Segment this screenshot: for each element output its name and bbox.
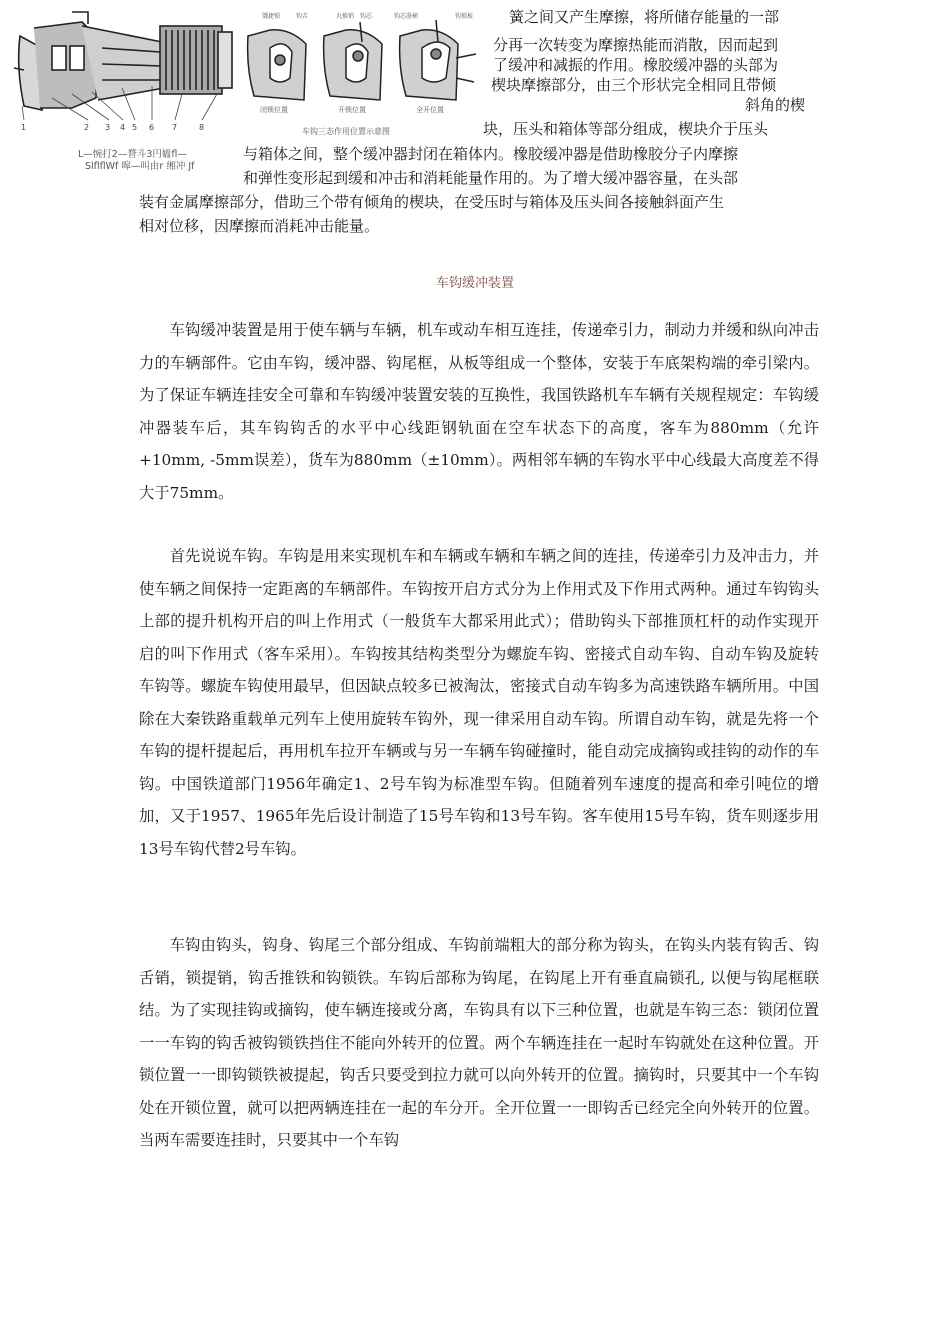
figure2-caption: 车钩三态作用位置示意图 (302, 127, 390, 136)
figure-number: 4 (120, 123, 126, 132)
figure-number: 6 (149, 123, 155, 132)
text-line: 分再一次转变为摩擦热能而消散，因而起到 (493, 36, 779, 54)
figure-label: 钩芯 (360, 13, 373, 20)
paragraph-text: 车钩缓冲装置是用于使车辆与车辆，机车或动车相互连挂，传递牵引力，制动力并缓和纵向冲击力的车辆部件。它由车钩，缓冲器、钩尾框，从板等组成一个整体，安装于车底架构端的牵引梁内。为了保证车辆连挂安全可靠和车钩缓冲装置安装的互换性，我国铁路机车车辆有关规程规定：车钩缓冲器装车后，其车钩钩舌的水平中心线距钢轨面在空车状态下的高度，客车为880mm（允许+10mm, -5mm误差），货车为880mm（±10mm）。两相邻车辆的车钩水平中心线最大高度差不得大于75mm。 (139, 321, 819, 502)
figure-number: 5 (132, 123, 138, 132)
text-line: 和弹性变形起到缓和冲击和消耗能量作用的。为了增大缓冲器容量，在头部 (243, 169, 739, 187)
text-line: 块，压头和箱体等部分组成，楔块介于压头 (483, 120, 769, 138)
figure-number: 3 (105, 123, 111, 132)
text-line: 了缓冲和减振的作用。橡胶缓冲器的头部为 (493, 56, 779, 74)
figure-number: 2 (84, 123, 90, 132)
figure1-caption-line2: SlflflWf 嗥—叫由r 缃冲 Jf (85, 161, 195, 172)
section-heading: 车钩缓冲装置 (435, 276, 514, 291)
coupler-buffer-drawing (12, 8, 237, 133)
figure-label: 钩舌 (296, 13, 309, 20)
paragraph-2 (139, 540, 819, 865)
figure-label: 闭锁位置 (260, 106, 288, 114)
paragraph-3 (139, 929, 819, 1157)
figure-number: 1 (21, 123, 27, 132)
figure-label: 饿捷锁 (262, 13, 281, 20)
paragraph-text: 首先说说车钩。车钩是用来实现机车和车辆或车辆和车辆之间的连挂，传递牵引力及冲击力，并使车辆之间保持一定距离的车辆部件。车钩按开启方式分为上作用式及下作用式两种。通过车钩钩头上部的提升机构开启的叫上作用式（一般货车大都采用此式）；借助钩头下部推顶杠杆的动作实现开启的叫下作用式（客车采用）。车钩按其结构类型分为螺旋车钩、密接式自动车钩、自动车钩及旋转车钩等。螺旋车钩使用最早，但因缺点较多已被淘汰，密接式自动车钩多为高速铁路车辆所用。中国除在大秦铁路重载单元列车上使用旋转车钩外，现一律采用自动车钩。所谓自动车钩，就是先将一个车钩的提杆提起后，再用机车拉开车辆或与另一车辆车钩碰撞时，能自动完成摘钩或挂钩的动作的车钩。中国铁道部门1956年确定1、2号车钩为标准型车钩。但随着列车速度的提高和牵引吨位的增加，又于1957、1965年先后设计制造了15号车钩和13号车钩。客车使用15号车钩，货车则逐步用13号车钩代替2号车钩。 (139, 547, 819, 858)
coupler-three-states-figure (240, 8, 482, 143)
coupler-buffer-figure (12, 8, 237, 133)
paragraph-text: 车钩由钩头，钩身、钩尾三个部分组成、车钩前端粗大的部分称为钩头，在钩头内装有钩舌、钩舌销，锁提销，钩舌推铁和钩锁铁。车钩后部称为钩尾，在钩尾上开有垂直扁锁孔, 以便与钩尾框联结。为了实现挂钩或摘钩，使车辆连接或分离，车钩具有以下三种位置，也就是车钩三态：锁闭位置一一车钩的钩舌被钩锁铁挡住不能向外转开的位置。两个车辆连挂在一起时车钩就处在这种位置。开锁位置一一即钩锁铁被提起，钩舌只要受到拉力就可以向外转开的位置。摘钩时，只要其中一个车钩处在开锁位置，就可以把两辆连挂在一起的车分开。全开位置一一即钩舌已经完全向外转开的位置。当两车需要连挂时，只要其中一个车钩 (139, 936, 819, 1149)
figure-number: 7 (172, 123, 178, 132)
text-line: 楔块摩擦部分，由三个形状完全相同且带倾 (491, 76, 777, 94)
figure-label: 全开位置 (416, 106, 444, 114)
text-line: 装有金属摩擦部分，借助三个带有倾角的楔块，在受压时与箱体及压头间各接触斜面产生 (139, 193, 725, 211)
text-line: 相对位移，因摩擦而消耗冲击能量。 (139, 217, 380, 235)
figure-label: 开锁位置 (338, 106, 366, 114)
text-line: 斜角的楔 (745, 96, 806, 114)
text-line: 簧之间又产生摩擦，将所储存能量的一部 (509, 8, 780, 26)
figure-label: 钩锁板 (455, 13, 474, 20)
coupler-states-drawing (240, 8, 482, 143)
figure-number: 8 (199, 123, 205, 132)
figure-label: 丸推销 (336, 13, 355, 20)
paragraph-1 (139, 314, 819, 509)
text-line: 与箱体之间，整个缓冲器封闭在箱体内。橡胶缓冲器是借助橡胶分子内摩擦 (243, 145, 739, 163)
figure-label: 钩芯凿横 (394, 13, 419, 20)
figure1-caption-line1: L—惋打2—瞀斗3円媼fl— (78, 149, 187, 160)
